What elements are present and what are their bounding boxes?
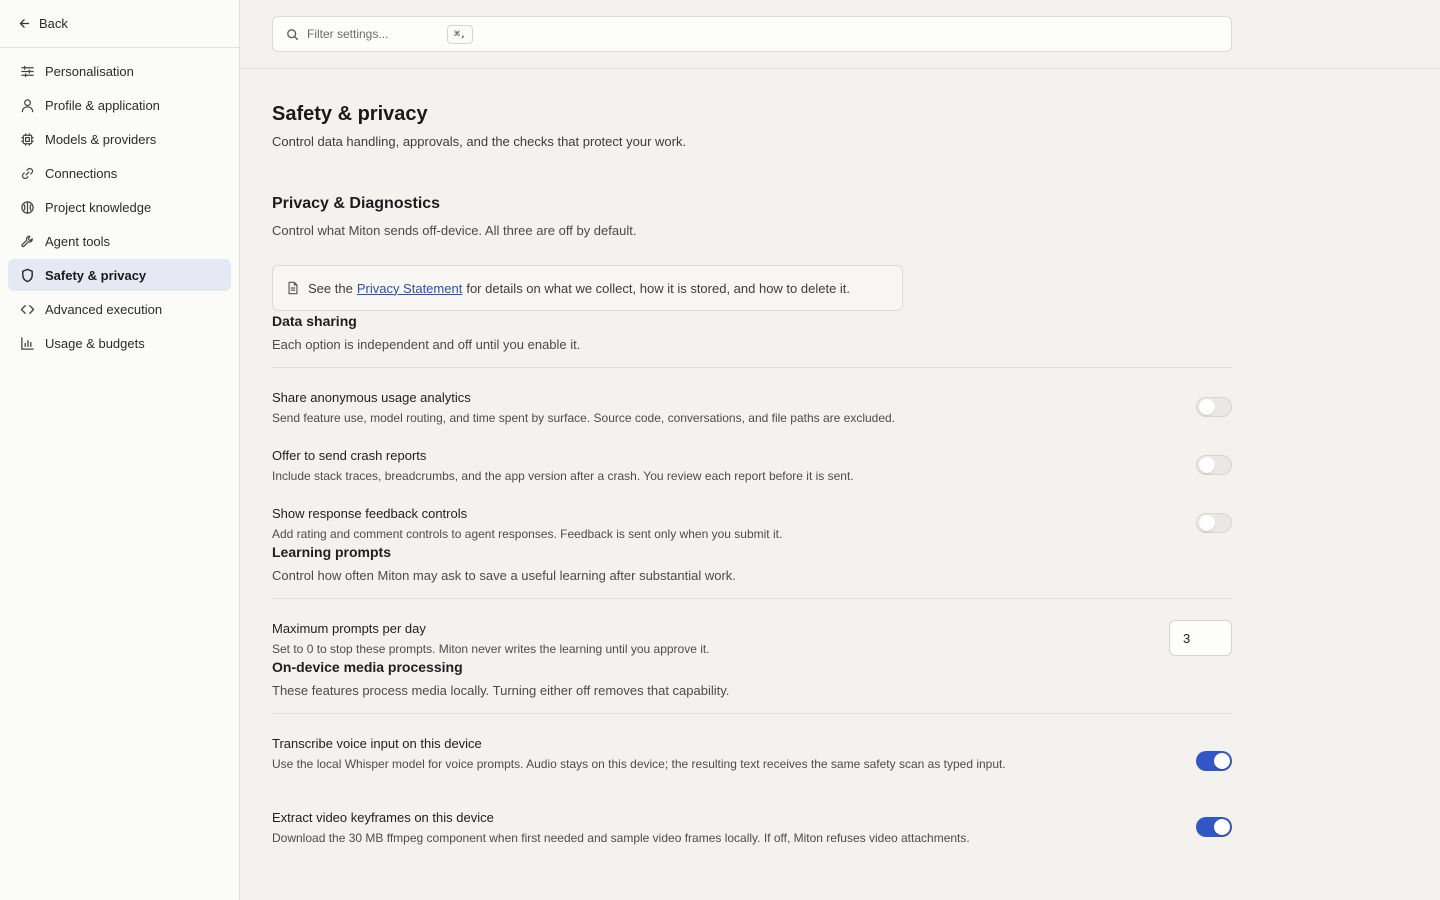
learning-prompts-title: Learning prompts (272, 544, 392, 560)
sidebar-item-usage-budgets[interactable] (8, 327, 231, 359)
code-icon (20, 302, 35, 317)
voice-transcription-toggle[interactable] (1196, 751, 1232, 771)
crash-reports-toggle[interactable] (1196, 455, 1232, 475)
toggle-knob (1214, 753, 1230, 769)
sidebar-item-project-knowledge[interactable] (8, 191, 231, 223)
data-sharing-subtitle: Each option is independent and off until you enable it. (272, 337, 581, 352)
arrow-left-icon (18, 17, 31, 30)
back-label: Back (39, 16, 68, 31)
document-icon (286, 281, 300, 295)
setting-description: Download the 30 MB ffmpeg component when first needed and sample video frames locally. If off, Miton refuses video attachments. (272, 831, 970, 845)
search-box[interactable] (272, 16, 1232, 52)
sidebar-item-label: Safety & privacy (45, 267, 147, 283)
settings-sidebar (0, 0, 240, 900)
toggle-knob (1199, 515, 1215, 531)
link-icon (20, 166, 35, 181)
max-prompts-input[interactable] (1169, 620, 1232, 656)
feedback-controls-toggle[interactable] (1196, 513, 1232, 533)
brain-icon (20, 200, 35, 215)
setting-title: Maximum prompts per day (272, 621, 426, 636)
wrench-icon (20, 234, 35, 249)
sidebar-item-safety-privacy[interactable] (8, 259, 231, 291)
sidebar-item-label: Project knowledge (45, 199, 152, 215)
sidebar-item-agent-tools[interactable] (8, 225, 231, 257)
sliders-icon (20, 64, 35, 79)
toggle-knob (1199, 399, 1215, 415)
divider (272, 367, 1232, 368)
sidebar-item-label: Usage & budgets (45, 335, 145, 351)
setting-description: Add rating and comment controls to agent responses. Feedback is sent only when you submit it. (272, 527, 783, 541)
sidebar-item-models[interactable] (8, 123, 231, 155)
privacy-section-title: Privacy & Diagnostics (272, 195, 441, 212)
setting-description: Include stack traces, breadcrumbs, and the app version after a crash. You review each report before it is sent. (272, 469, 854, 483)
setting-title: Offer to send crash reports (272, 448, 427, 463)
learning-prompts-subtitle: Control how often Miton may ask to save a useful learning after substantial work. (272, 568, 736, 583)
divider (272, 713, 1232, 714)
sidebar-item-label: Personalisation (45, 63, 134, 79)
sidebar-item-profile[interactable] (8, 89, 231, 121)
setting-title: Share anonymous usage analytics (272, 390, 471, 405)
sidebar-item-personalisation[interactable] (8, 55, 231, 87)
privacy-info-callout (272, 265, 903, 311)
settings-nav (0, 48, 239, 368)
sidebar-item-advanced-execution[interactable] (8, 293, 231, 325)
sidebar-item-label: Advanced execution (45, 301, 163, 317)
chip-icon (20, 132, 35, 147)
sidebar-item-label: Models & providers (45, 131, 157, 147)
setting-title: Transcribe voice input on this device (272, 736, 482, 751)
page-subtitle: Control data handling, approvals, and the checks that protect your work. (272, 134, 687, 149)
back-button[interactable] (0, 0, 239, 48)
toggle-knob (1199, 457, 1215, 473)
bar-chart-icon (20, 336, 35, 351)
info-suffix: for details on what we collect, how it is stored, and how to delete it. (466, 280, 851, 296)
sidebar-item-label: Profile & application (45, 97, 160, 113)
search-input[interactable] (307, 27, 447, 41)
usage-analytics-toggle[interactable] (1196, 397, 1232, 417)
setting-description: Use the local Whisper model for voice prompts. Audio stays on this device; the resulting text receives the same safety scan as typed input. (272, 757, 1006, 771)
data-sharing-title: Data sharing (272, 313, 357, 329)
settings-header (240, 0, 1440, 69)
info-prefix: See the (308, 280, 353, 296)
privacy-statement-link[interactable]: Privacy Statement (356, 280, 463, 296)
sidebar-item-connections[interactable] (8, 157, 231, 189)
page-title: Safety & privacy (272, 103, 428, 125)
setting-description: Send feature use, model routing, and time spent by surface. Source code, conversations, and file paths are excluded. (272, 411, 896, 425)
user-icon (20, 98, 35, 113)
sidebar-item-label: Connections (45, 165, 118, 181)
media-processing-title: On-device media processing (272, 659, 463, 675)
media-processing-subtitle: These features process media locally. Turning either off removes that capability. (272, 683, 730, 698)
search-icon (286, 28, 299, 41)
divider (272, 598, 1232, 599)
video-keyframes-toggle[interactable] (1196, 817, 1232, 837)
shortcut-badge: ⌘, (447, 25, 473, 44)
setting-title: Extract video keyframes on this device (272, 810, 494, 825)
privacy-section-subtitle: Control what Miton sends off-device. All three are off by default. (272, 223, 637, 238)
sidebar-item-label: Agent tools (45, 233, 111, 249)
setting-title: Show response feedback controls (272, 506, 468, 521)
setting-description: Set to 0 to stop these prompts. Miton never writes the learning until you approve it. (272, 642, 710, 656)
shield-icon (20, 268, 35, 283)
toggle-knob (1214, 819, 1230, 835)
